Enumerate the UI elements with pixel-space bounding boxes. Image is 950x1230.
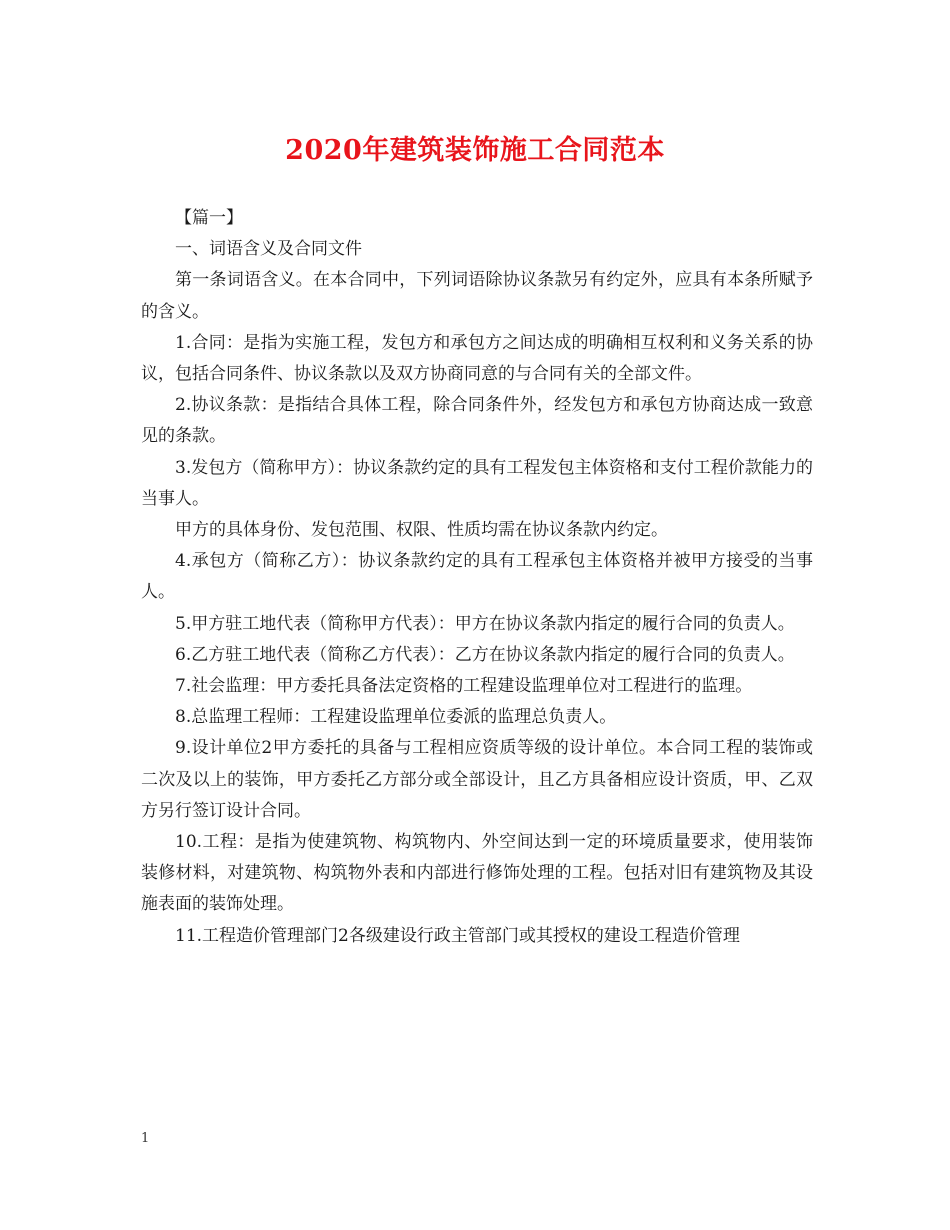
paragraph: 6.乙方驻工地代表（简称乙方代表）：乙方在协议条款内指定的履行合同的负责人。 [175,644,795,665]
page-number: 1 [141,1131,150,1146]
section-heading: 【篇一】 [175,208,243,228]
paragraph: 第一条词语含义。在本合同中，下列词语除协议条款另有约定外，应具有本条所赋予的含义。 [141,270,813,322]
document-body [141,203,813,952]
paragraph: 4.承包方（简称乙方）：协议条款约定的具有工程承包主体资格并被甲方接受的当事人。 [141,551,813,603]
paragraph: 11.工程造价管理部门2各级建设行政主管部门或其授权的建设工程造价管理 [175,925,740,946]
paragraph: 8.总监理工程师：工程建设监理单位委派的监理总负责人。 [175,707,617,728]
paragraph: 3.发包方（简称甲方）：协议条款约定的具有工程发包主体资格和支付工程价款能力的当事人。 [141,457,813,509]
paragraph: 7.社会监理：甲方委托具备法定资格的工程建设监理单位对工程进行的监理。 [175,676,753,697]
paragraph: 2.协议条款：是指结合具体工程，除合同条件外，经发包方和承包方协商达成一致意见的条款。 [141,395,813,447]
paragraph: 1.合同：是指为实施工程，发包方和承包方之间达成的明确相互权利和义务关系的协议，包括合同条件、协议条款以及双方协商同意的与合同有关的全部文件。 [141,332,813,385]
paragraph: 10.工程：是指为使建筑物、构筑物内、外空间达到一定的环境质量要求，使用装饰装修材料，对建筑物、构筑物外表和内部进行修饰处理的工程。包括对旧有建筑物及其设施表面的装饰处理。 [141,832,813,915]
paragraph: 甲方的具体身份、发包范围、权限、性质均需在协议条款内约定。 [175,520,668,541]
paragraph: 9.设计单位2甲方委托的具备与工程相应资质等级的设计单位。本合同工程的装饰或二次及以上的装饰，甲方委托乙方部分或全部设计，且乙方具备相应设计资质，甲、乙双方另行签订设计合同。 [141,738,813,821]
document-title: 2020年建筑装饰施工合同范本 [285,135,665,166]
paragraph: 5.甲方驻工地代表（简称甲方代表）：甲方在协议条款内指定的履行合同的负责人。 [175,613,795,634]
chapter-heading: 一、词语含义及合同文件 [175,239,362,260]
